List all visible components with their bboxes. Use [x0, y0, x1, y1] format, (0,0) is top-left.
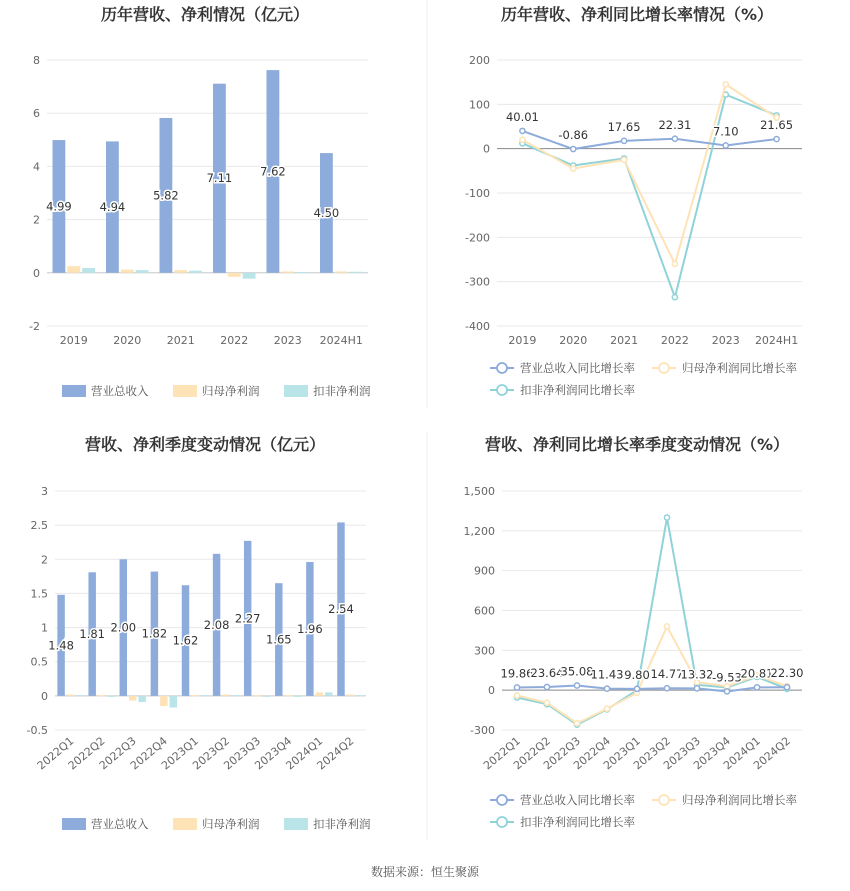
- data-label: -9.53: [712, 670, 742, 685]
- bar: [76, 695, 83, 696]
- legend-label: 营业总收入同比增长率: [520, 793, 635, 807]
- y-tick-label: 0: [41, 689, 48, 703]
- legend-swatch: [62, 385, 86, 397]
- bar: [222, 694, 229, 695]
- x-tick-label: 2024Q2: [751, 734, 793, 773]
- chart-panel-4: [464, 435, 804, 829]
- y-tick-label: 0: [33, 266, 40, 280]
- bar: [325, 692, 332, 695]
- data-point: [664, 515, 669, 520]
- bar: [285, 695, 292, 696]
- data-label: 7.10: [712, 124, 739, 139]
- data-point: [520, 137, 525, 142]
- bar: [356, 695, 363, 696]
- data-point: [784, 685, 789, 690]
- data-label: 23.64: [530, 666, 564, 681]
- bar: [67, 694, 74, 695]
- y-tick-label: -200: [465, 231, 490, 245]
- legend-label: 扣非净利润同比增长率: [520, 815, 635, 829]
- chart-panel-2: [465, 5, 802, 397]
- x-tick-label: 2022Q2: [65, 734, 108, 773]
- x-tick-label: 2024Q1: [721, 734, 763, 773]
- bar: [243, 273, 256, 279]
- legend-label: 扣非净利润同比增长率: [520, 383, 635, 397]
- legend-label: 营业总收入: [91, 384, 149, 398]
- data-label: 4.50: [313, 205, 340, 220]
- y-tick-label: -0.5: [26, 724, 48, 737]
- y-tick-label: 900: [474, 564, 495, 578]
- y-tick-label: -100: [465, 187, 490, 200]
- legend-label: 营业总收入同比增长率: [520, 361, 635, 375]
- x-tick-label: 2024Q2: [314, 734, 357, 773]
- y-tick-label: 0.5: [30, 655, 48, 669]
- x-tick-label: 2023: [273, 334, 302, 347]
- data-label: 40.01: [505, 109, 539, 124]
- bar: [174, 270, 187, 273]
- y-tick-label: 2: [41, 553, 48, 567]
- data-label: 1.82: [141, 626, 168, 641]
- data-point: [694, 686, 699, 691]
- data-label: 20.81: [740, 666, 774, 681]
- legend-marker: [497, 817, 507, 827]
- y-tick-label: 1,200: [463, 524, 495, 538]
- data-point: [571, 146, 576, 151]
- y-tick-label: 0: [488, 684, 495, 698]
- data-label: 22.31: [658, 117, 692, 132]
- bar: [170, 696, 177, 708]
- x-tick-label: 2022Q3: [541, 734, 583, 773]
- data-label: 35.08: [560, 664, 594, 679]
- chart-panel-1: [29, 5, 370, 398]
- x-tick-label: 2019: [59, 334, 88, 347]
- y-tick-label: 1,500: [463, 485, 495, 498]
- chart-title: 历年营收、净利情况（亿元）: [100, 5, 310, 24]
- data-label: 2.54: [328, 602, 354, 617]
- data-point: [604, 706, 609, 711]
- data-point: [621, 157, 626, 162]
- data-point: [664, 624, 669, 629]
- data-point: [672, 261, 677, 266]
- bar: [189, 271, 202, 273]
- data-point: [604, 686, 609, 691]
- data-label: 22.30: [770, 666, 804, 681]
- x-tick-label: 2023Q2: [631, 734, 673, 773]
- data-point: [514, 693, 519, 698]
- data-point: [664, 686, 669, 691]
- y-tick-label: 200: [469, 54, 490, 67]
- data-point: [672, 295, 677, 300]
- bar: [294, 696, 301, 697]
- data-label: 1.65: [265, 632, 292, 647]
- x-tick-label: 2022Q4: [571, 734, 613, 773]
- x-tick-label: 2021: [610, 334, 639, 347]
- data-point: [723, 82, 728, 87]
- legend-swatch: [173, 385, 197, 397]
- data-label: 4.99: [46, 199, 72, 214]
- legend-marker: [659, 363, 669, 373]
- data-label: 5.82: [153, 188, 179, 203]
- y-tick-label: -300: [465, 275, 490, 289]
- x-tick-label: 2022Q2: [511, 734, 553, 773]
- legend-label: 归母净利润: [202, 817, 260, 831]
- data-label: 9.80: [624, 667, 650, 682]
- data-source-footer: 数据来源：恒生聚源: [370, 865, 480, 879]
- y-tick-label: 1: [41, 621, 48, 635]
- bar: [232, 695, 239, 696]
- legend-label: 营业总收入: [91, 817, 149, 831]
- data-point: [520, 128, 525, 133]
- bar: [281, 271, 294, 272]
- x-tick-label: 2024Q1: [283, 734, 326, 773]
- x-tick-label: 2019: [508, 334, 537, 347]
- data-label: 2.08: [203, 617, 230, 632]
- legend-label: 归母净利润: [202, 384, 260, 398]
- y-tick-label: -300: [470, 724, 495, 737]
- x-tick-label: 2023Q3: [661, 734, 703, 773]
- x-tick-label: 2023Q4: [252, 734, 295, 773]
- bar: [350, 272, 363, 273]
- data-point: [672, 136, 677, 141]
- data-point: [544, 700, 549, 705]
- data-point: [723, 143, 728, 148]
- x-tick-label: 2022Q3: [96, 734, 139, 773]
- data-point: [621, 138, 626, 143]
- x-tick-label: 2023: [711, 334, 740, 347]
- bar: [263, 696, 270, 697]
- x-tick-label: 2022: [220, 334, 249, 347]
- bar: [107, 696, 114, 697]
- data-label: 4.94: [99, 200, 126, 215]
- chart-title: 营收、净利同比增长率季度变动情况（%）: [484, 435, 790, 454]
- y-tick-label: 4: [33, 160, 40, 174]
- legend-label: 归母净利润同比增长率: [682, 793, 797, 807]
- x-tick-label: 2020: [559, 334, 588, 347]
- bar: [121, 270, 134, 273]
- x-tick-label: 2024H1: [319, 334, 363, 347]
- bar: [98, 695, 105, 696]
- data-point: [571, 166, 576, 171]
- data-point: [724, 689, 729, 694]
- x-tick-label: 2022Q1: [481, 734, 523, 773]
- x-tick-label: 2022Q4: [127, 734, 170, 773]
- chart-title: 历年营收、净利同比增长率情况（%）: [500, 5, 774, 24]
- data-label: 19.86: [500, 666, 534, 681]
- data-point: [774, 136, 779, 141]
- chart-title: 营收、净利季度变动情况（亿元）: [84, 435, 326, 454]
- x-tick-label: 2023Q1: [159, 734, 201, 773]
- legend-swatch: [173, 818, 197, 830]
- bar: [347, 694, 354, 695]
- y-tick-label: 3: [41, 485, 48, 498]
- bar: [67, 266, 80, 273]
- data-label: 1.62: [172, 633, 199, 648]
- data-point: [574, 721, 579, 726]
- bar: [296, 272, 309, 273]
- data-label: 7.11: [206, 171, 233, 186]
- data-label: 2.27: [234, 611, 261, 626]
- bar: [228, 273, 241, 277]
- data-point: [754, 685, 759, 690]
- x-tick-label: 2021: [166, 334, 195, 347]
- data-label: 11.43: [590, 667, 624, 682]
- legend-marker: [497, 795, 507, 805]
- bar: [82, 268, 95, 273]
- bar: [129, 696, 136, 701]
- data-label: 7.62: [260, 164, 286, 179]
- y-tick-label: 300: [474, 644, 495, 658]
- data-label: 1.96: [297, 621, 323, 636]
- y-tick-label: 0: [483, 142, 490, 156]
- x-tick-label: 2023Q1: [601, 734, 643, 773]
- x-tick-label: 2023Q4: [691, 734, 733, 773]
- data-label: 1.81: [79, 627, 105, 642]
- data-label: 17.65: [607, 119, 641, 134]
- x-tick-label: 2023Q2: [190, 734, 232, 773]
- data-label: 2.00: [110, 620, 137, 635]
- y-tick-label: 1.5: [30, 587, 48, 601]
- bar: [191, 695, 198, 696]
- legend-label: 归母净利润同比增长率: [682, 361, 797, 375]
- y-tick-label: 2.5: [30, 519, 48, 533]
- y-tick-label: 600: [474, 604, 495, 618]
- x-tick-label: 2023Q3: [221, 734, 264, 773]
- data-label: 14.77: [650, 667, 684, 682]
- y-tick-label: -400: [465, 320, 490, 333]
- data-point: [634, 686, 639, 691]
- legend-marker: [497, 385, 507, 395]
- legend-swatch: [284, 385, 308, 397]
- series-line: [517, 518, 787, 725]
- x-tick-label: 2020: [113, 334, 142, 347]
- y-tick-label: 100: [469, 98, 490, 112]
- bar: [136, 270, 149, 273]
- data-point: [514, 685, 519, 690]
- bar: [335, 271, 348, 272]
- bar: [316, 692, 323, 695]
- x-tick-label: 2024H1: [754, 334, 799, 347]
- legend-label: 扣非净利润: [313, 817, 371, 831]
- bar: [160, 696, 167, 706]
- legend-swatch: [284, 818, 308, 830]
- y-tick-label: 2: [33, 213, 40, 227]
- x-tick-label: 2022: [660, 334, 689, 347]
- y-tick-label: -2: [29, 320, 40, 333]
- y-tick-label: 6: [33, 107, 40, 121]
- data-label: -0.86: [558, 128, 589, 143]
- legend-marker: [659, 795, 669, 805]
- data-label: 1.48: [48, 638, 74, 653]
- bar: [138, 696, 145, 702]
- legend-swatch: [62, 818, 86, 830]
- chart-panel-3: [27, 435, 371, 831]
- legend-marker: [497, 363, 507, 373]
- bar: [201, 695, 208, 696]
- data-label: 13.32: [680, 667, 714, 682]
- legend-label: 扣非净利润: [313, 384, 371, 398]
- data-label: 21.65: [760, 118, 794, 133]
- x-tick-label: 2022Q1: [34, 734, 77, 773]
- y-tick-label: 8: [33, 54, 40, 67]
- data-point: [574, 683, 579, 688]
- bar: [253, 695, 260, 696]
- data-point: [544, 684, 549, 689]
